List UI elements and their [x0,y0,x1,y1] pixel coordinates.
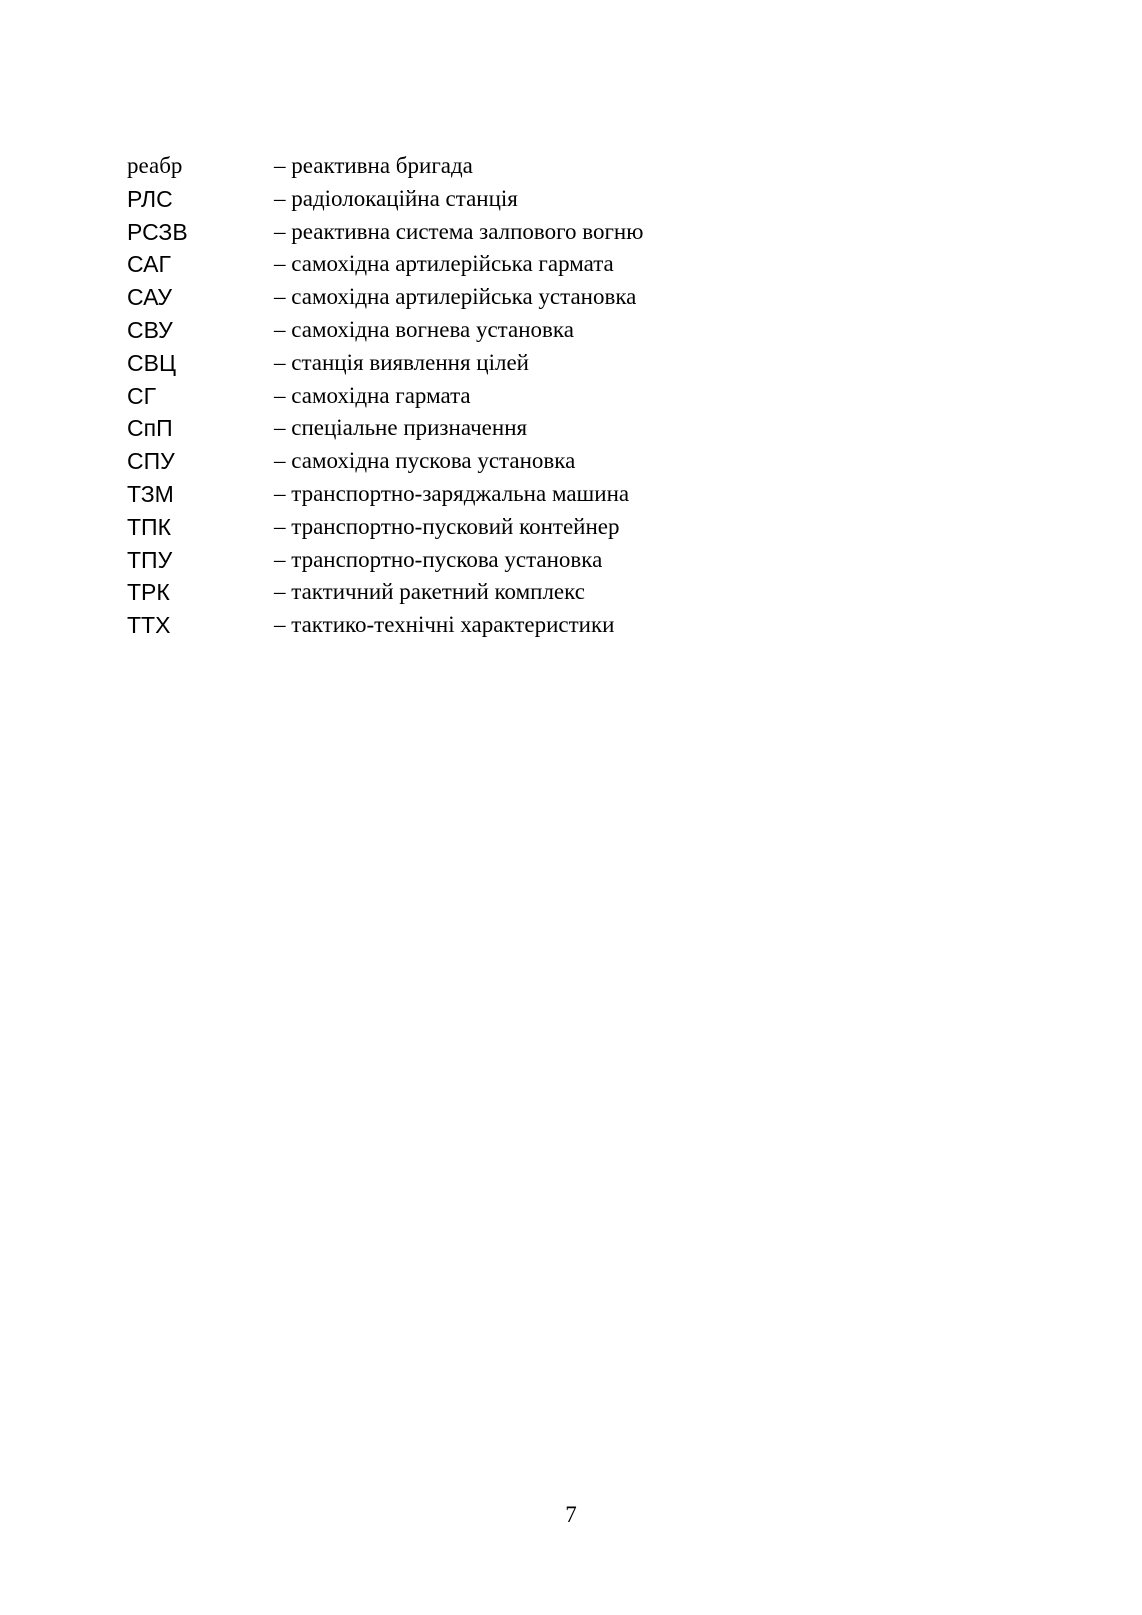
abbreviation-definition: – транспортно-пусковий контейнер [274,513,620,539]
abbreviation-row [127,544,827,577]
abbreviation-row [127,216,827,249]
abbreviation-row [127,150,827,183]
abbreviation-list [127,150,827,642]
abbreviation-row [127,183,827,216]
abbreviation-term: реабр [127,153,183,178]
abbreviation-definition: – самохідна вогнева установка [274,316,574,342]
abbreviation-row [127,478,827,511]
abbreviation-term: СВУ [127,316,173,343]
page-number: 7 [565,1502,577,1527]
abbreviation-row [127,511,827,544]
abbreviation-term: ТТХ [127,612,171,639]
abbreviation-definition: – тактичний ракетний комплекс [274,579,585,605]
abbreviation-term: СПУ [127,448,175,475]
abbreviation-row [127,445,827,478]
abbreviation-definition: – самохідна гармата [274,382,471,408]
abbreviation-term: ТПУ [127,546,173,573]
abbreviation-definition: – радіолокаційна станція [274,185,518,211]
abbreviation-definition: – транспортно-заряджальна машина [274,480,630,506]
abbreviation-term: СГ [127,382,157,409]
abbreviation-term: РСЗВ [127,218,188,245]
abbreviation-definition: – транспортно-пускова установка [274,546,603,572]
abbreviation-term: СпП [127,415,173,442]
abbreviation-definition: – станція виявлення цілей [274,349,529,375]
abbreviation-term: ТЗМ [127,480,174,507]
abbreviation-definition: – самохідна артилерійська гармата [274,251,614,277]
abbreviation-definition: – самохідна артилерійська установка [274,284,637,310]
abbreviation-definition: – спеціальне призначення [274,415,528,441]
abbreviation-term: СВЦ [127,349,176,376]
abbreviation-row [127,609,827,642]
abbreviation-definition: – реактивна бригада [274,153,473,178]
abbreviation-row [127,281,827,314]
abbreviation-term: РЛС [127,185,173,212]
abbreviation-row [127,314,827,347]
abbreviation-definition: – самохідна пускова установка [274,448,576,474]
abbreviation-term: САГ [127,251,171,278]
abbreviation-definition: – тактико-технічні характеристики [274,612,615,638]
abbreviation-term: ТРК [127,579,170,606]
abbreviation-definition: – реактивна система залпового вогню [274,218,644,244]
abbreviation-row [127,380,827,413]
abbreviation-term: САУ [127,284,173,311]
abbreviation-row [127,576,827,609]
abbreviation-row [127,248,827,281]
abbreviation-term: ТПК [127,513,171,540]
abbreviation-row [127,412,827,445]
abbreviation-row [127,347,827,380]
